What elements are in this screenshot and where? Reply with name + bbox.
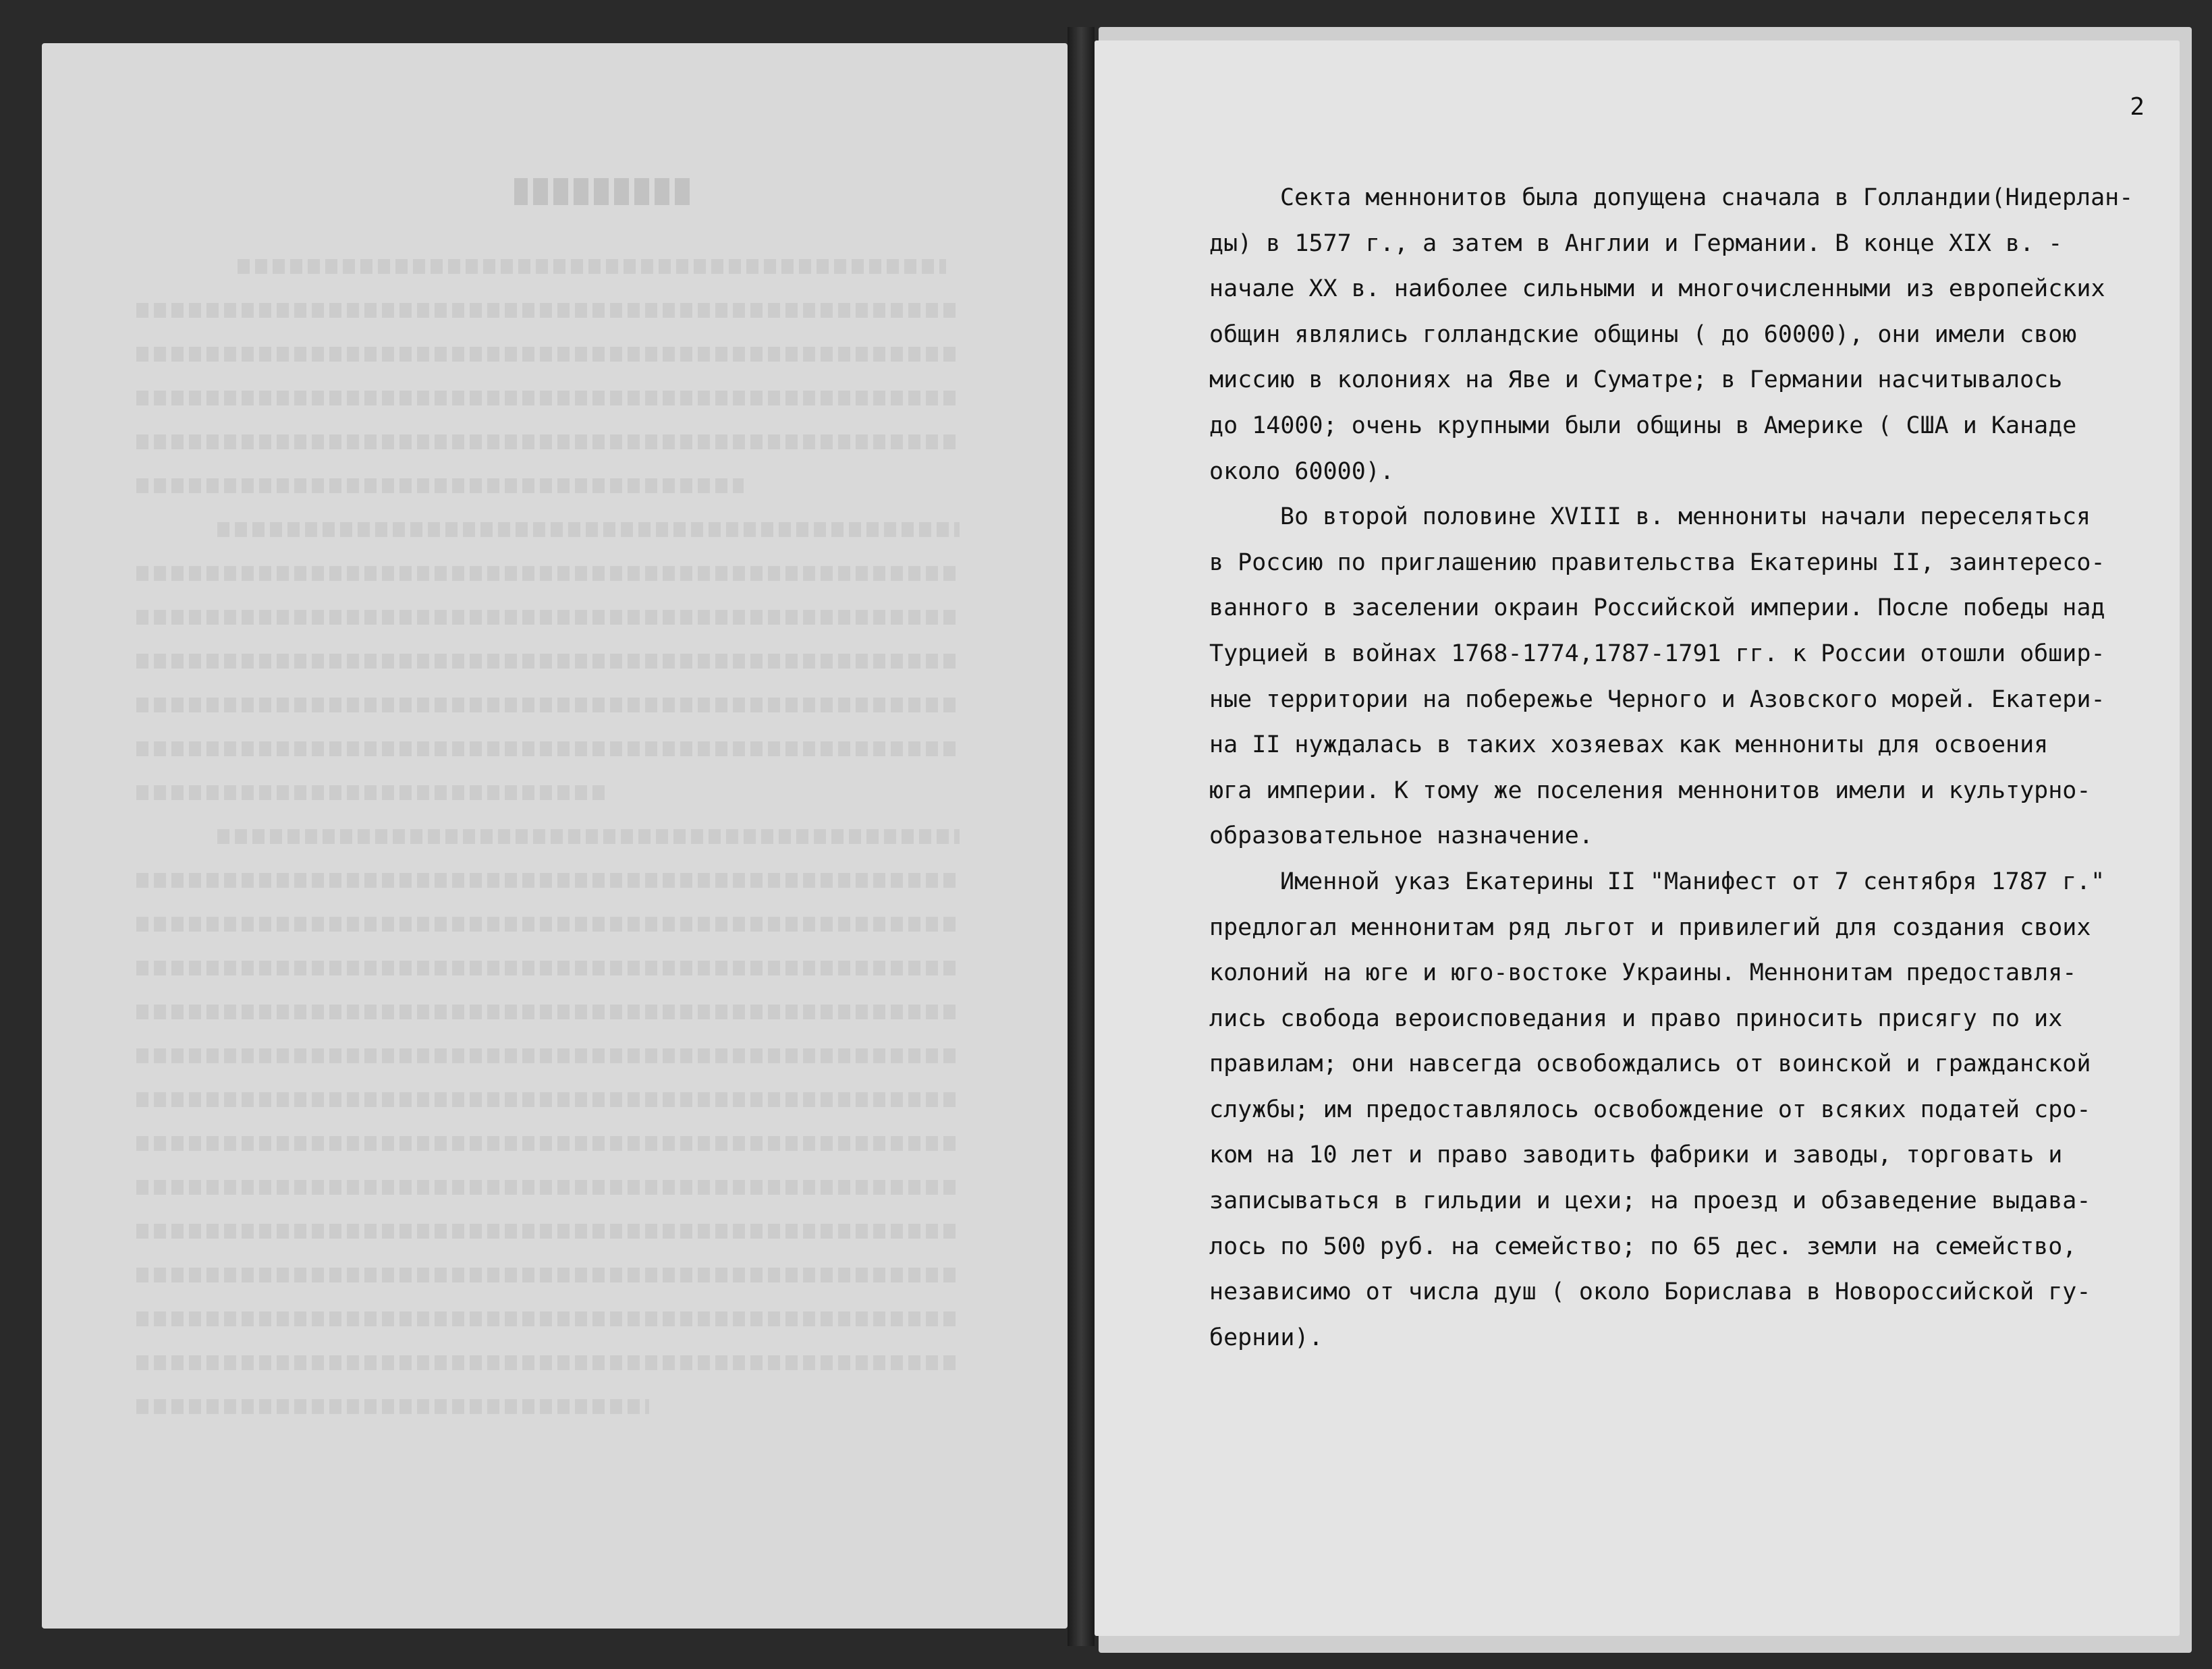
ghost-line	[217, 522, 960, 537]
ghost-line	[136, 1268, 960, 1282]
paragraph-3	[1209, 859, 2140, 1361]
ghost-line	[136, 1355, 960, 1370]
ghost-line	[136, 478, 744, 493]
ghost-line	[136, 391, 960, 405]
text-line: предлогал меннонитам ряд льгот и привилегий для создания своих	[1209, 913, 2091, 941]
text-line: юга империи. К тому же поселения меннонитов имели и культурно-	[1209, 776, 2091, 804]
text-line: ком на 10 лет и право заводить фабрики и заводы, торговать и	[1209, 1141, 2063, 1169]
ghost-line	[136, 303, 960, 318]
ghost-title-show-through	[514, 178, 690, 205]
text-line: на II нуждалась в таких хозяевах как меннониты для освоения	[1209, 731, 2049, 759]
page-number: 2	[2130, 93, 2145, 121]
text-line: ные территории на побережье Черного и Азовского морей. Екатери-	[1209, 685, 2105, 713]
right-page	[1095, 40, 2180, 1636]
ghost-line	[136, 698, 960, 712]
ghost-line	[136, 741, 960, 756]
text-line: Во второй половине XVIII в. меннониты начали переселяться	[1280, 503, 2091, 531]
ghost-line	[136, 917, 960, 932]
ghost-line	[136, 1180, 960, 1195]
text-line: в Россию по приглашению правительства Екатерины II, заинтересо-	[1209, 548, 2105, 576]
ghost-line	[136, 610, 960, 625]
ghost-line	[136, 654, 960, 669]
ghost-line	[136, 1311, 960, 1326]
paragraph-2	[1209, 494, 2140, 859]
text-line: бернии).	[1209, 1324, 1323, 1351]
ghost-line	[136, 1092, 960, 1107]
ghost-line	[136, 1399, 649, 1414]
text-line: Именной указ Екатерины II "Манифест от 7 сентября 1787 г."	[1280, 868, 2105, 895]
ghost-line	[136, 873, 960, 888]
ghost-line	[238, 259, 946, 274]
text-line: образовательное назначение.	[1209, 822, 1593, 850]
text-line: записываться в гильдии и цехи; на проезд и обзаведение выдава-	[1209, 1187, 2091, 1215]
text-line: общин являлись голландские общины ( до 60000), они имели свою	[1209, 320, 2077, 348]
ghost-line	[136, 961, 960, 975]
ghost-line	[136, 785, 609, 800]
text-line: лось по 500 руб. на семейство; по 65 дес. земли на семейство,	[1209, 1233, 2077, 1260]
ghost-line	[136, 1005, 960, 1019]
book-gutter	[1068, 27, 1095, 1646]
text-line: Турцией в войнах 1768-1774,1787-1791 гг. к России отошли обшир-	[1209, 640, 2105, 667]
ghost-line	[136, 566, 960, 581]
text-line: Секта меннонитов была допущена сначала в Голландии(Нидерлан-	[1280, 184, 2134, 211]
text-line: около 60000).	[1209, 457, 1394, 485]
left-page-blank-reverse	[42, 43, 1068, 1629]
text-line: колоний на юге и юго-востоке Украины. Меннонитам предоставля-	[1209, 959, 2077, 987]
ghost-line	[136, 1048, 960, 1063]
text-line: службы; им предоставлялось освобождение от всяких податей сро-	[1209, 1096, 2091, 1123]
ghost-line	[136, 347, 960, 362]
text-line: начале XX в. наиболее сильными и многочисленными из европейских	[1209, 275, 2105, 303]
text-line: ванного в заселении окраин Российской империи. После победы над	[1209, 594, 2105, 622]
text-line: лись свобода вероисповедания и право приносить присягу по их	[1209, 1005, 2063, 1032]
ghost-line	[136, 434, 960, 449]
typed-text-body	[1209, 175, 2140, 1361]
ghost-line	[136, 1136, 960, 1151]
text-line: правилам; они навсегда освобождались от воинской и гражданской	[1209, 1050, 2091, 1078]
paragraph-1	[1209, 175, 2140, 494]
text-line: независимо от числа душ ( около Борислава в Новороссийской гу-	[1209, 1278, 2091, 1306]
text-line: ды) в 1577 г., а затем в Англии и Германии. В конце XIX в. -	[1209, 229, 2063, 257]
text-line: до 14000; очень крупными были общины в Америке ( США и Канаде	[1209, 412, 2077, 439]
ghost-line	[217, 829, 960, 844]
text-line: миссию в колониях на Яве и Суматре; в Германии насчитывалось	[1209, 366, 2063, 394]
ghost-line	[136, 1224, 960, 1239]
